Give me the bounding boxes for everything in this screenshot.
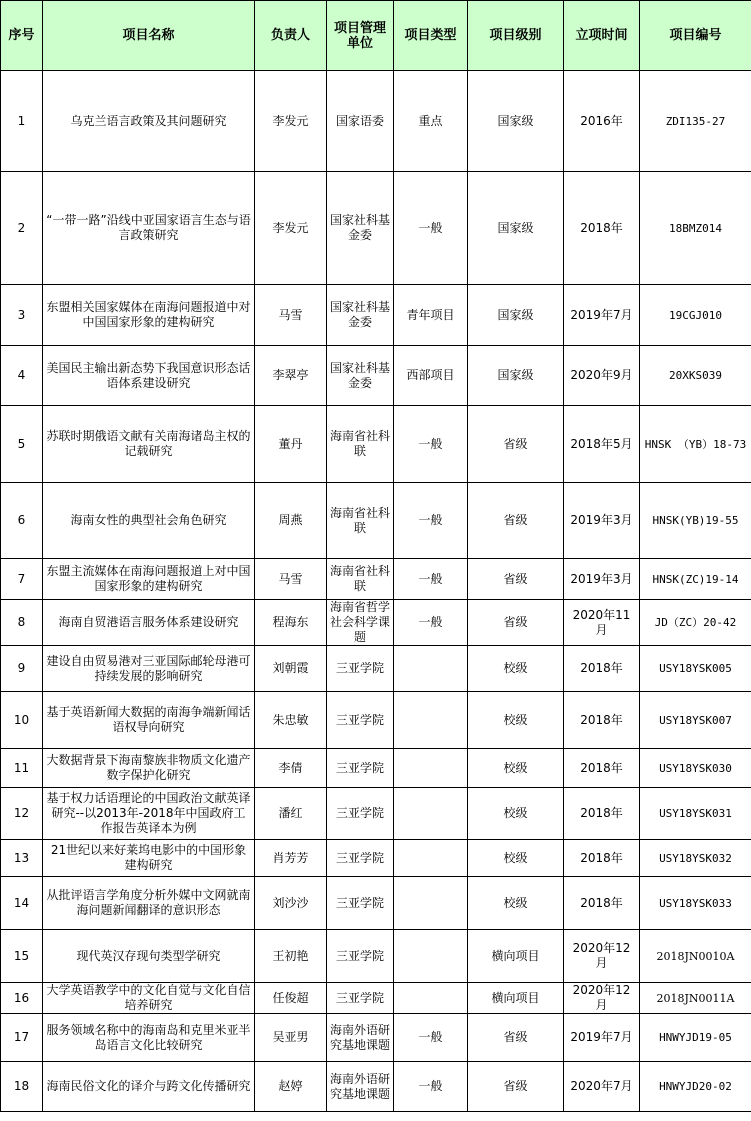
row-number: 18 (1, 1062, 43, 1112)
management-unit: 三亚学院 (327, 840, 394, 877)
project-name: 服务领域名称中的海南岛和克里米亚半岛语言文化比较研究 (43, 1014, 255, 1062)
row-number: 2 (1, 172, 43, 285)
header-unit: 项目管理单位 (327, 1, 394, 71)
project-name: 基于权力话语理论的中国政治文献英译研究--以2013年-2018年中国政府工作报告英译本为例 (43, 788, 255, 840)
management-unit: 海南省社科联 (327, 483, 394, 559)
row-number: 11 (1, 749, 43, 788)
project-code: ZDI135-27 (640, 71, 751, 172)
project-level: 校级 (468, 788, 564, 840)
project-leader: 吴亚男 (255, 1014, 327, 1062)
approval-date: 2019年3月 (564, 483, 640, 559)
project-code: HNWYJD20-02 (640, 1062, 751, 1112)
project-code: 2018JN0011A (640, 983, 751, 1014)
management-unit: 国家社科基金委 (327, 346, 394, 406)
row-number: 3 (1, 285, 43, 346)
project-name: 21世纪以来好莱坞电影中的中国形象建构研究 (43, 840, 255, 877)
project-code: USY18YSK033 (640, 877, 751, 930)
project-level: 省级 (468, 1062, 564, 1112)
project-type (394, 930, 468, 983)
management-unit: 海南省哲学社会科学课题 (327, 600, 394, 646)
project-level: 横向项目 (468, 930, 564, 983)
project-name: “一带一路”沿线中亚国家语言生态与语言政策研究 (43, 172, 255, 285)
header-level: 项目级别 (468, 1, 564, 71)
project-name: 现代英汉存现句类型学研究 (43, 930, 255, 983)
header-name: 项目名称 (43, 1, 255, 71)
project-name: 东盟主流媒体在南海问题报道上对中国国家形象的建构研究 (43, 559, 255, 600)
table-row (1, 172, 751, 285)
project-code: HNSK(YB)19-55 (640, 483, 751, 559)
project-leader: 任俊超 (255, 983, 327, 1014)
project-type: 青年项目 (394, 285, 468, 346)
table-row (1, 483, 751, 559)
project-leader: 马雪 (255, 285, 327, 346)
project-level: 国家级 (468, 71, 564, 172)
approval-date: 2020年11月 (564, 600, 640, 646)
header-date: 立项时间 (564, 1, 640, 71)
project-type (394, 646, 468, 692)
table-row (1, 285, 751, 346)
management-unit: 海南省社科联 (327, 406, 394, 483)
header-code: 项目编号 (640, 1, 751, 71)
project-level: 省级 (468, 1014, 564, 1062)
approval-date: 2018年5月 (564, 406, 640, 483)
approval-date: 2018年 (564, 646, 640, 692)
row-number: 10 (1, 692, 43, 749)
table-row (1, 930, 751, 983)
table-row (1, 840, 751, 877)
table-row (1, 600, 751, 646)
project-code: 2018JN0010A (640, 930, 751, 983)
project-type (394, 983, 468, 1014)
project-level: 校级 (468, 692, 564, 749)
row-number: 12 (1, 788, 43, 840)
project-name: 海南自贸港语言服务体系建设研究 (43, 600, 255, 646)
project-code: 19CGJ010 (640, 285, 751, 346)
management-unit: 三亚学院 (327, 983, 394, 1014)
project-type (394, 877, 468, 930)
management-unit: 海南省社科联 (327, 559, 394, 600)
project-level: 国家级 (468, 346, 564, 406)
project-leader: 肖芳芳 (255, 840, 327, 877)
project-leader: 李倩 (255, 749, 327, 788)
row-number: 1 (1, 71, 43, 172)
project-type: 一般 (394, 600, 468, 646)
project-level: 省级 (468, 600, 564, 646)
project-level: 校级 (468, 840, 564, 877)
project-code: USY18YSK031 (640, 788, 751, 840)
project-code: HNWYJD19-05 (640, 1014, 751, 1062)
table-row (1, 788, 751, 840)
project-leader: 李发元 (255, 172, 327, 285)
project-name: 苏联时期俄语文献有关南海诸岛主权的记载研究 (43, 406, 255, 483)
project-type (394, 788, 468, 840)
approval-date: 2018年 (564, 788, 640, 840)
management-unit: 国家社科基金委 (327, 172, 394, 285)
table-row (1, 692, 751, 749)
row-number: 6 (1, 483, 43, 559)
management-unit: 三亚学院 (327, 749, 394, 788)
project-leader: 刘沙沙 (255, 877, 327, 930)
management-unit: 国家社科基金委 (327, 285, 394, 346)
project-leader: 赵婷 (255, 1062, 327, 1112)
project-name: 大学英语教学中的文化自觉与文化自信培养研究 (43, 983, 255, 1014)
row-number: 14 (1, 877, 43, 930)
table-row (1, 646, 751, 692)
row-number: 17 (1, 1014, 43, 1062)
project-level: 省级 (468, 483, 564, 559)
table-row (1, 749, 751, 788)
project-type: 一般 (394, 1062, 468, 1112)
project-name: 海南女性的典型社会角色研究 (43, 483, 255, 559)
header-type: 项目类型 (394, 1, 468, 71)
management-unit: 国家语委 (327, 71, 394, 172)
project-type: 一般 (394, 1014, 468, 1062)
project-level: 国家级 (468, 172, 564, 285)
approval-date: 2019年3月 (564, 559, 640, 600)
project-code: 18BMZ014 (640, 172, 751, 285)
project-code: HNSK （YB）18-73 (640, 406, 751, 483)
table-row (1, 983, 751, 1014)
approval-date: 2018年 (564, 692, 640, 749)
row-number: 9 (1, 646, 43, 692)
project-type (394, 749, 468, 788)
project-leader: 潘红 (255, 788, 327, 840)
project-code: USY18YSK030 (640, 749, 751, 788)
table-row (1, 406, 751, 483)
management-unit: 海南外语研究基地课题 (327, 1062, 394, 1112)
project-code: 20XKS039 (640, 346, 751, 406)
project-type: 一般 (394, 406, 468, 483)
row-number: 15 (1, 930, 43, 983)
approval-date: 2018年 (564, 877, 640, 930)
project-code: USY18YSK005 (640, 646, 751, 692)
header-row (1, 1, 751, 71)
project-name: 建设自由贸易港对三亚国际邮轮母港可持续发展的影响研究 (43, 646, 255, 692)
project-name: 大数据背景下海南黎族非物质文化遗产数字保护化研究 (43, 749, 255, 788)
table-row (1, 71, 751, 172)
row-number: 7 (1, 559, 43, 600)
project-level: 横向项目 (468, 983, 564, 1014)
row-number: 4 (1, 346, 43, 406)
project-name: 美国民主输出新态势下我国意识形态话语体系建设研究 (43, 346, 255, 406)
project-name: 乌克兰语言政策及其问题研究 (43, 71, 255, 172)
approval-date: 2018年 (564, 749, 640, 788)
table-row (1, 559, 751, 600)
management-unit: 三亚学院 (327, 930, 394, 983)
header-no: 序号 (1, 1, 43, 71)
table-row (1, 346, 751, 406)
project-type (394, 692, 468, 749)
project-leader: 马雪 (255, 559, 327, 600)
management-unit: 三亚学院 (327, 788, 394, 840)
project-type: 一般 (394, 483, 468, 559)
project-type: 一般 (394, 559, 468, 600)
approval-date: 2019年7月 (564, 285, 640, 346)
approval-date: 2018年 (564, 840, 640, 877)
project-leader: 朱忠敏 (255, 692, 327, 749)
project-leader: 程海东 (255, 600, 327, 646)
project-level: 校级 (468, 749, 564, 788)
project-level: 省级 (468, 406, 564, 483)
project-type: 一般 (394, 172, 468, 285)
management-unit: 三亚学院 (327, 877, 394, 930)
approval-date: 2020年9月 (564, 346, 640, 406)
approval-date: 2020年12月 (564, 930, 640, 983)
approval-date: 2020年7月 (564, 1062, 640, 1112)
row-number: 5 (1, 406, 43, 483)
project-name: 基于英语新闻大数据的南海争端新闻话语权导向研究 (43, 692, 255, 749)
project-code: USY18YSK032 (640, 840, 751, 877)
management-unit: 三亚学院 (327, 646, 394, 692)
row-number: 13 (1, 840, 43, 877)
approval-date: 2020年12月 (564, 983, 640, 1014)
table-row (1, 1062, 751, 1112)
approval-date: 2019年7月 (564, 1014, 640, 1062)
project-leader: 周燕 (255, 483, 327, 559)
project-level: 省级 (468, 559, 564, 600)
project-level: 校级 (468, 877, 564, 930)
project-leader: 李发元 (255, 71, 327, 172)
table-row (1, 877, 751, 930)
project-type: 重点 (394, 71, 468, 172)
project-leader: 王初艳 (255, 930, 327, 983)
project-leader: 李翠亭 (255, 346, 327, 406)
approval-date: 2018年 (564, 172, 640, 285)
project-code: USY18YSK007 (640, 692, 751, 749)
approval-date: 2016年 (564, 71, 640, 172)
project-code: HNSK(ZC)19-14 (640, 559, 751, 600)
management-unit: 海南外语研究基地课题 (327, 1014, 394, 1062)
row-number: 16 (1, 983, 43, 1014)
row-number: 8 (1, 600, 43, 646)
header-leader: 负责人 (255, 1, 327, 71)
table-row (1, 1014, 751, 1062)
project-level: 校级 (468, 646, 564, 692)
project-type: 西部项目 (394, 346, 468, 406)
management-unit: 三亚学院 (327, 692, 394, 749)
project-level: 国家级 (468, 285, 564, 346)
project-type (394, 840, 468, 877)
project-name: 东盟相关国家媒体在南海问题报道中对中国国家形象的建构研究 (43, 285, 255, 346)
project-name: 从批评语言学角度分析外媒中文网就南海问题新闻翻译的意识形态 (43, 877, 255, 930)
project-code: JD（ZC）20-42 (640, 600, 751, 646)
project-leader: 董丹 (255, 406, 327, 483)
project-name: 海南民俗文化的译介与跨文化传播研究 (43, 1062, 255, 1112)
project-leader: 刘朝霞 (255, 646, 327, 692)
